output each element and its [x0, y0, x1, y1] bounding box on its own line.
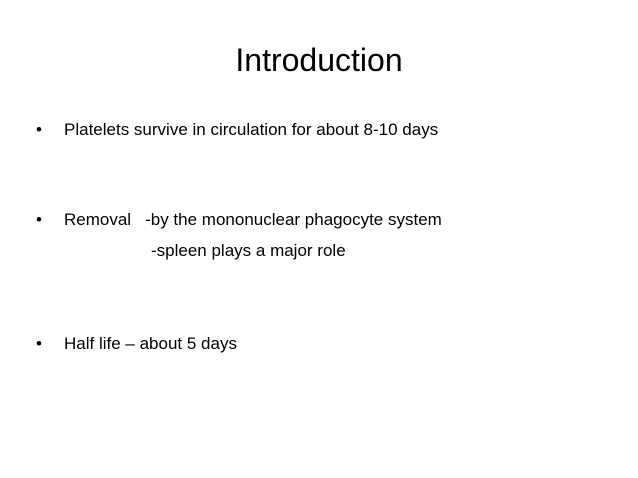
bullet-dot-icon: •: [36, 210, 42, 229]
bullet-dot-icon: •: [36, 120, 42, 139]
bullet-item: [36, 209, 442, 231]
bullet-text: Half life – about 5 days: [64, 334, 237, 353]
bullet-text: -by the mononuclear phagocyte system: [145, 210, 442, 229]
bullet-label: Removal: [64, 210, 132, 229]
bullet-text: Platelets survive in circulation for about 8-10 days: [64, 120, 439, 139]
bullet-continuation: -spleen plays a major role: [151, 241, 346, 260]
bullet-item: [36, 333, 237, 355]
slide-title: Introduction: [235, 42, 403, 78]
bullet-item: [36, 119, 438, 141]
bullet-dot-icon: •: [36, 334, 42, 353]
